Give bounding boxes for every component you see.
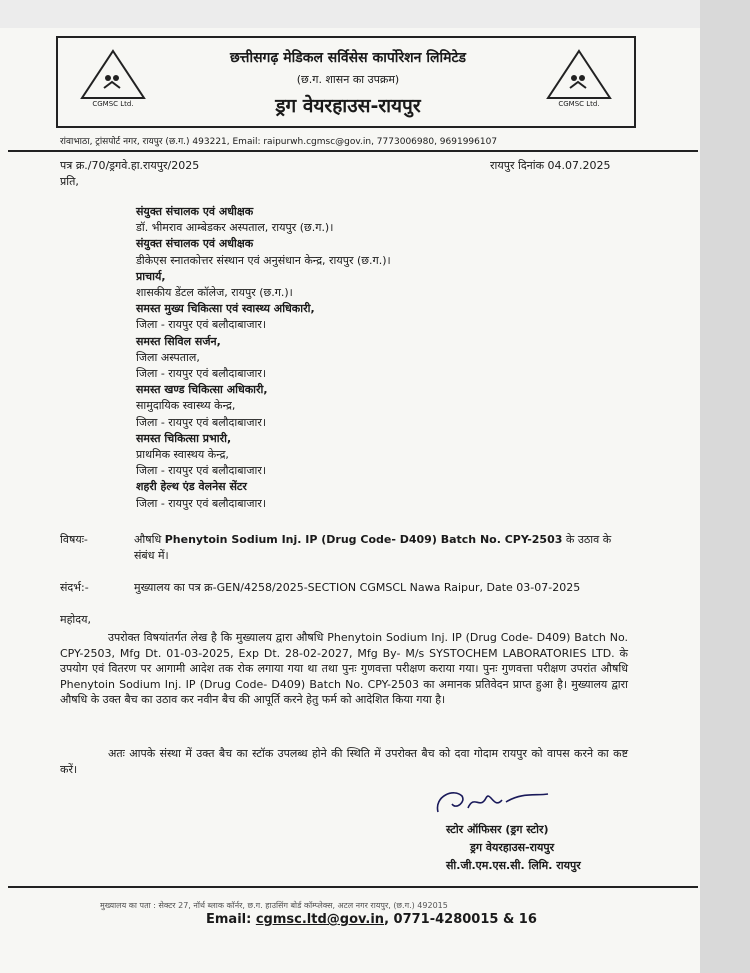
signatory-title: स्टोर ऑफिसर (ड्रग स्टोर) [446, 823, 549, 836]
letter-date: रायपुर दिनांक 04.07.2025 [490, 159, 611, 172]
recipient-line: जिला - रायपुर एवं बलौदाबाजार। [136, 464, 267, 478]
recipient-line: समस्त मुख्य चिकित्सा एवं स्वास्थ्य अधिकारी, [136, 302, 315, 316]
body-paragraph-1: उपरोक्त विषयांतर्गत लेख है कि मुख्यालय द्वारा औषधि Phenytoin Sodium Inj. IP (Drug Code- D409) Batch No. CPY-2503, Mfg Dt. 01-03-2025, Exp Dt. 28-02-2027, Mfg By- M/s SYSTOCHEM LABORATORIES LTD. के उपयोग एवं वितरण पर आगामी आदेश तक रोक लगाया गया था तथा पुनः गुणवत्ता परीक्षण कराया गया। पुनः गुणवत्ता परीक्षण उपरांत औषधि Phenytoin Sodium Inj. IP (Drug Code- D409) Batch No. CPY-2503 का अमानक प्रतिवेदन प्राप्त हुआ है। मुख्यालय द्वारा औषधि के उक्त बैच का उठाव कर नवीन बैच की आपूर्ति करने हेतु फर्म को आदेशित किया गया है। [60, 631, 628, 706]
logo-label-right: CGMSC Ltd. [558, 100, 600, 108]
footer-email-label: Email: [206, 912, 256, 927]
body-paragraph-2: अतः आपके संस्था में उक्त बैच का स्टॉक उपलब्ध होने की स्थिति में उपरोक्त बैच को दवा गोदाम रायपुर को वापस करने का कष्ट करें। [60, 747, 628, 776]
cgmsc-logo-left [78, 48, 148, 114]
subject-text [134, 532, 611, 547]
signatory-unit: ड्रग वेयरहाउस-रायपुर [470, 841, 555, 854]
recipient-line: जिला - रायपुर एवं बलौदाबाजार। [136, 496, 267, 510]
footer-contact [206, 912, 537, 927]
recipient-line: संयुक्त संचालक एवं अधीक्षक [136, 205, 254, 218]
letterhead-box [56, 36, 636, 128]
recipient-line: डीकेएस स्नातकोत्तर संस्थान एवं अनुसंधान केन्द्र, रायपुर (छ.ग.)। [136, 253, 391, 267]
recipient-line: सामुदायिक स्वास्थ्य केन्द्र, [136, 399, 236, 413]
recipient-line: डॉ. भीमराव आम्बेडकर अस्पताल, रायपुर (छ.ग.)। [136, 221, 334, 235]
recipient-line: शासकीय डेंटल कॉलेज, रायपुर (छ.ग.)। [136, 286, 293, 299]
handwritten-signature [432, 786, 552, 820]
salutation: महोदय, [60, 613, 91, 626]
recipient-line: जिला - रायपुर एवं बलौदाबाजार। [136, 318, 267, 332]
recipient-line: संयुक्त संचालक एवं अधीक्षक [136, 237, 254, 251]
recipient-line: समस्त खण्ड चिकित्सा अधिकारी, [136, 383, 268, 397]
footer-address: मुख्यालय का पता : सेक्टर 27, नॉर्थ ब्लाक कॉर्नर, छ.ग. हाउसिंग बोर्ड कॉम्प्लेक्स, अटल नगर रायपुर, (छ.ग.) 492015 [100, 901, 448, 910]
recipient-line: जिला - रायपुर एवं बलौदाबाजार। [136, 415, 267, 429]
header-address: रांवाभाठा, ट्रांसपोर्ट नगर, रायपुर (छ.ग.) 493221, Email: raipurwh.cgmsc@gov.in, 7773006980, 9691996107 [60, 137, 498, 147]
prati-label: प्रति, [60, 175, 79, 188]
subject-post: के उठाव के [562, 533, 612, 546]
reference-text: मुख्यालय का पत्र क्र-GEN/4258/2025-SECTION CGMSCL Nawa Raipur, Date 03-07-2025 [134, 581, 581, 594]
recipient-line: जिला - रायपुर एवं बलौदाबाजार। [136, 367, 267, 380]
unit-name: ड्रग वेयरहाउस-रायपुर [275, 95, 421, 117]
logo-triangle-icon [544, 48, 614, 100]
subject-drug: Phenytoin Sodium Inj. IP (Drug Code- D409) Batch No. CPY-2503 [164, 533, 563, 546]
signatory-org: सी.जी.एम.एस.सी. लिमि. रायपुर [446, 859, 581, 872]
recipient-line: शहरी हेल्थ एंड वेलनेस सेंटर [136, 480, 247, 494]
logo-label-left: CGMSC Ltd. [92, 100, 134, 108]
header-divider [8, 150, 698, 152]
subject-pre: औषधि [134, 533, 165, 546]
recipient-line: समस्त चिकित्सा प्रभारी, [136, 431, 232, 445]
cgmsc-logo-right [544, 48, 614, 114]
recipient-line: जिला अस्पताल, [136, 350, 200, 364]
top-scan-band [0, 0, 700, 28]
footer-divider [8, 886, 698, 888]
footer-email: cgmsc.ltd@gov.in [255, 912, 385, 927]
subject-line2: संबंध में। [134, 549, 169, 562]
org-subtitle: (छ.ग. शासन का उपक्रम) [296, 73, 400, 86]
recipient-line: प्राचार्य, [136, 269, 166, 283]
recipient-line: समस्त सिविल सर्जन, [136, 334, 221, 348]
footer-phone: , 0771-4280015 & 16 [384, 912, 537, 927]
subject-label: विषयः- [60, 533, 88, 546]
org-name: छत्तीसगढ़ मेडिकल सर्विसेस कार्पोरेशन लिमिटेड [229, 50, 466, 66]
recipient-line: प्राथमिक स्वास्थय केन्द्र, [136, 448, 229, 461]
letter-ref-number: पत्र क्र./70/ड्रगवे.हा.रायपुर/2025 [60, 159, 200, 172]
reference-label: संदर्भ:- [60, 581, 89, 594]
logo-triangle-icon [78, 48, 148, 100]
